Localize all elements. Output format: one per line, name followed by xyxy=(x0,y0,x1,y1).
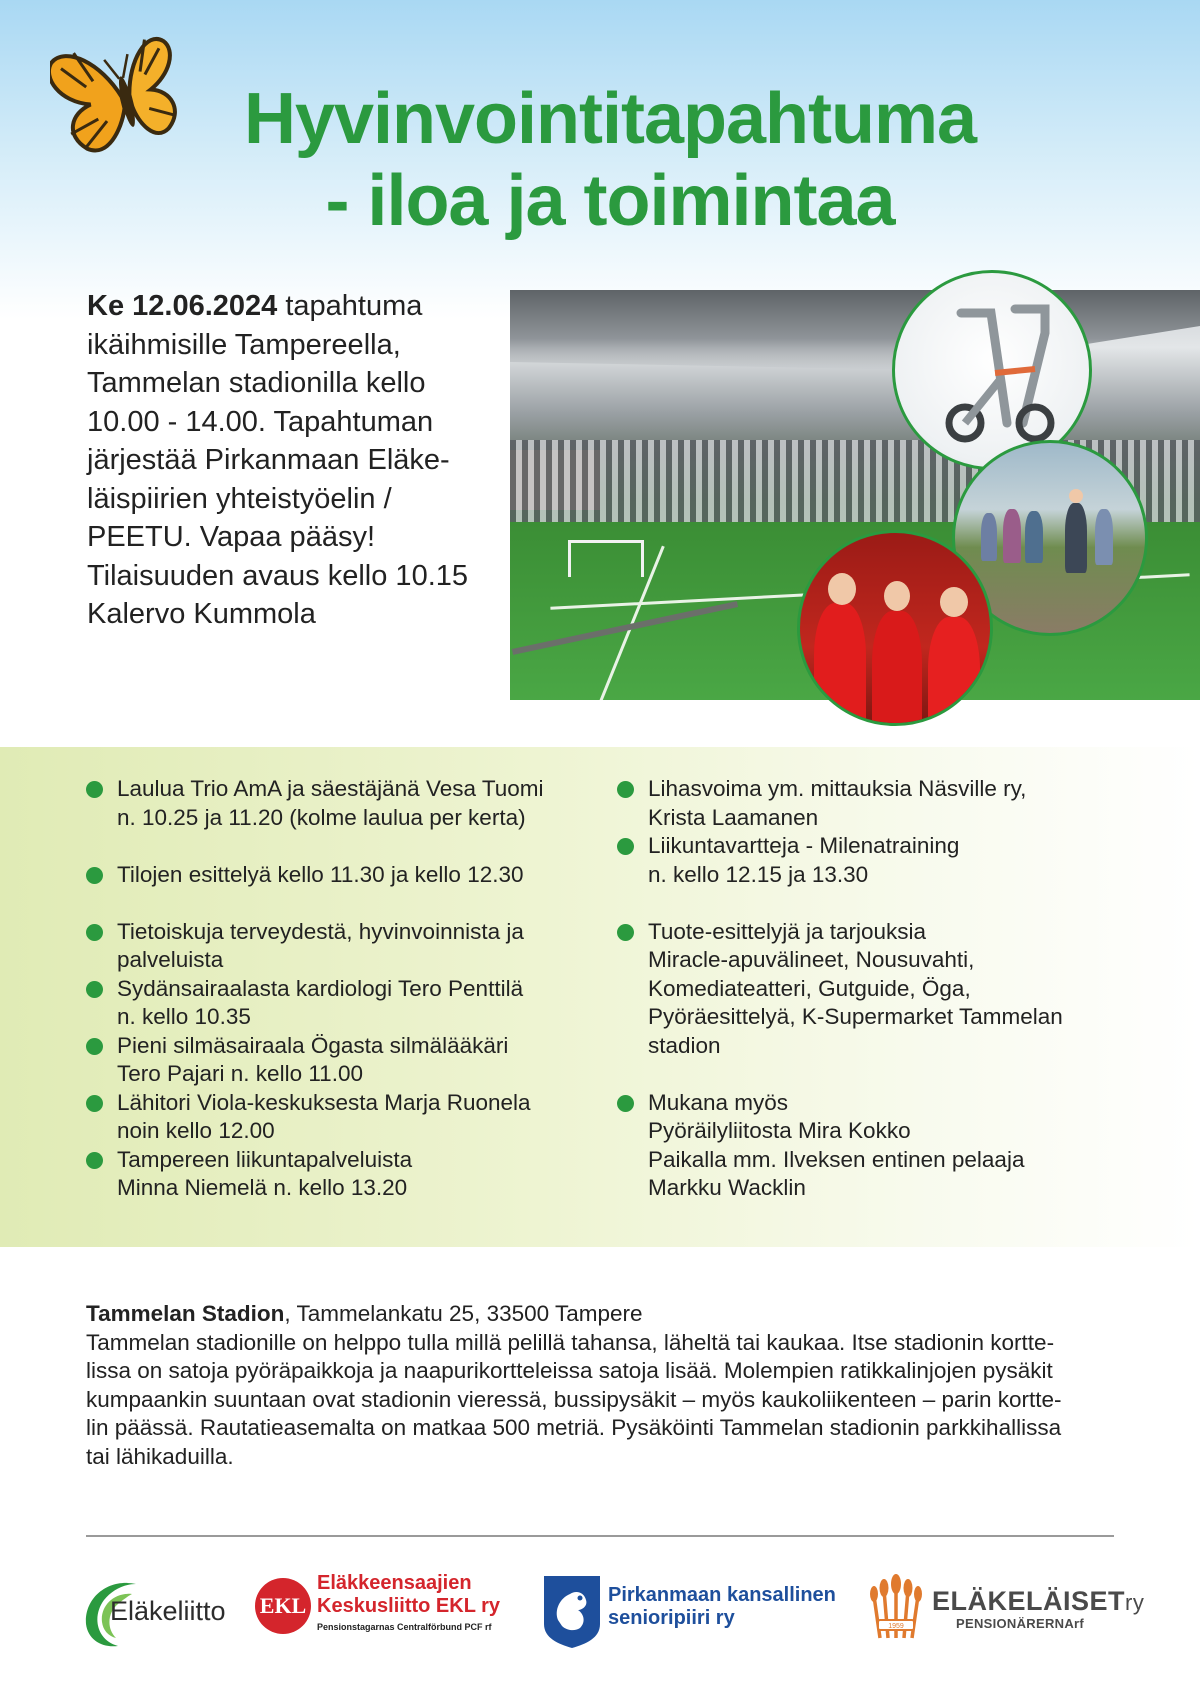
venue-text-line: lissa on satoja pyöräpaikkoja ja naapurikortteleissa satoja lisää. Molempien ratikkalinjojen pysäkit xyxy=(86,1358,1053,1383)
bullet-icon xyxy=(86,924,103,941)
program-item-line: Tietoiskuja terveydestä, hyvinvoinnista ja xyxy=(117,918,524,944)
program-item-line: Lähitori Viola-keskuksesta Marja Ruonela xyxy=(117,1089,531,1115)
person xyxy=(1065,503,1087,573)
title-line-1: Hyvinvointitapahtuma xyxy=(243,79,977,159)
program-item-line: Pyöräesittelyä, K-Supermarket Tammelan xyxy=(648,1004,1063,1029)
intro-line: Tilaisuuden avaus kello 10.15 xyxy=(87,559,469,592)
program-item xyxy=(86,975,606,1032)
title-line-2: - iloa ja toimintaa xyxy=(325,161,895,241)
intro-text xyxy=(87,287,507,634)
bullet-icon xyxy=(617,781,634,798)
bullet-icon xyxy=(86,1152,103,1169)
venue-text-line: lin päässä. Rautatieasemalta on matkaa 500 metriä. Pysäköinti Tammelan stadionin parkkihallissa xyxy=(86,1415,1062,1440)
bullet-icon xyxy=(86,781,103,798)
footer-divider xyxy=(86,1535,1114,1537)
venue-heading xyxy=(86,1300,1126,1329)
program-item-line: Lihasvoima ym. mittauksia Näsville ry, xyxy=(648,776,1027,801)
program-item-line: Miracle-apuvälineet, Nousuvahti, xyxy=(648,947,975,972)
program-item-line: stadion xyxy=(648,1032,721,1058)
elakelaiset-title: ELÄKELÄISET xyxy=(932,1586,1126,1616)
program-item-line: Pieni silmäsairaala Ögasta silmälääkäri xyxy=(117,1032,509,1058)
intro-line: ikäihmisille Tampereella, xyxy=(87,328,401,361)
football-goal xyxy=(568,540,644,577)
singer-head xyxy=(884,581,910,611)
ekl-logo xyxy=(255,1560,530,1660)
program-item-line: Komediateatteri, Gutguide, Öga, xyxy=(648,975,971,1001)
bullet-icon xyxy=(617,924,634,941)
elakelaiset-name xyxy=(932,1586,1144,1617)
program-item xyxy=(86,1146,606,1203)
bullet-icon xyxy=(86,867,103,884)
pirkanmaa-line-1: Pirkanmaan kansallinen xyxy=(608,1584,836,1606)
singer xyxy=(928,617,980,726)
program-list-left xyxy=(86,775,606,1203)
elakeliitto-logo xyxy=(78,1560,248,1660)
person xyxy=(1095,509,1113,565)
program-item-line: Paikalla mm. Ilveksen entinen pelaaja xyxy=(648,1146,1025,1172)
program-item-line: Liikuntavartteja - Milenatraining xyxy=(648,833,960,858)
program-item-line: Laulua Trio AmA ja säestäjänä Vesa Tuomi xyxy=(117,776,544,801)
elakelaiset-ry: ry xyxy=(1125,1590,1145,1615)
program-item-line: Markku Wacklin xyxy=(648,1175,806,1200)
ekl-mark: EKL xyxy=(255,1578,311,1634)
bullet-icon xyxy=(86,1038,103,1055)
ekl-line-2: Keskusliitto EKL ry xyxy=(317,1595,501,1617)
pirkanmaa-logo xyxy=(540,1560,860,1660)
program-item-line: Minna Niemelä n. kello 13.20 xyxy=(117,1175,408,1200)
person xyxy=(981,513,997,561)
ekl-name xyxy=(317,1572,537,1618)
venue-info xyxy=(86,1300,1126,1471)
person xyxy=(1025,511,1043,563)
program-item xyxy=(86,775,606,832)
person-head xyxy=(1069,489,1083,503)
program-item xyxy=(617,775,1177,832)
program-item-line: Tilojen esittelyä kello 11.30 ja kello 12.30 xyxy=(117,861,524,887)
intro-line: PEETU. Vapaa pääsy! xyxy=(87,521,376,553)
venue-name: Tammelan Stadion xyxy=(86,1301,285,1326)
program-item xyxy=(86,918,606,975)
ekl-line-1: Eläkkeensaajien xyxy=(317,1572,472,1594)
program-item-line: Krista Laamanen xyxy=(648,804,819,830)
lion-shield-icon xyxy=(540,1570,604,1650)
pirkanmaa-line-2: senioripiiri ry xyxy=(608,1607,735,1629)
wheat-sheaf-icon xyxy=(866,1568,926,1648)
intro-line: Kalervo Kummola xyxy=(87,598,316,630)
program-item xyxy=(86,1089,606,1146)
stadium-roof xyxy=(510,290,1200,370)
intro-line: tapahtuma xyxy=(277,290,423,322)
program-item xyxy=(617,918,1177,1061)
program-list-right xyxy=(617,775,1177,1203)
intro-line: Tammelan stadionilla kello xyxy=(87,367,426,399)
program-item-line: n. kello 12.15 ja 13.30 xyxy=(648,861,869,887)
program-item xyxy=(617,832,1177,889)
program-item-line: Tuote-esittelyjä ja tarjouksia xyxy=(648,918,927,944)
program-item-line: Tero Pajari n. kello 11.00 xyxy=(117,1061,363,1086)
elakelaiset-year: 1959 xyxy=(888,1623,904,1630)
venue-text-line: kumpaankin suuntaan ovat stadionin vieressä, bussipysäkit – myös kaukoliikenteen – parin kortte- xyxy=(86,1386,1062,1412)
singers-photo xyxy=(797,530,993,726)
program-item-line: Sydänsairaalasta kardiologi Tero Penttilä xyxy=(117,975,524,1001)
intro-line: järjestää Pirkanmaan Eläke- xyxy=(87,444,450,476)
venue-text-line: Tammelan stadionille on helppo tulla millä pelillä tahansa, läheltä tai kaukaa. Itse stadionin kortte- xyxy=(86,1329,1055,1355)
program-item-line: palveluista xyxy=(117,947,224,972)
singer-head xyxy=(940,587,968,617)
intro-line: 10.00 - 14.00. Tapahtuman xyxy=(87,405,434,438)
ekl-subtitle: Pensionstagarnas Centralförbund PCF rf xyxy=(317,1622,492,1632)
program-item-line: Pyöräilyliitosta Mira Kokko xyxy=(648,1118,911,1143)
elakelaiset-swedish: PENSIONÄRERNA xyxy=(956,1616,1075,1631)
singer-head xyxy=(828,573,856,605)
bullet-icon xyxy=(617,838,634,855)
intro-line: läispiirien yhteistyöelin / xyxy=(87,482,392,515)
singer xyxy=(872,611,922,726)
elakelaiset-rf: rf xyxy=(1074,1616,1085,1631)
program-item xyxy=(86,1032,606,1089)
program-item xyxy=(86,861,606,890)
event-date: Ke 12.06.2024 xyxy=(87,290,278,322)
bullet-icon xyxy=(86,1095,103,1112)
program-item-line: noin kello 12.00 xyxy=(117,1118,275,1143)
singer xyxy=(814,603,866,726)
program-item-line: Mukana myös xyxy=(648,1089,789,1115)
program-item xyxy=(617,1089,1177,1203)
program-item-line: n. 10.25 ja 11.20 (kolme laulua per kerta) xyxy=(117,804,526,830)
person xyxy=(1003,509,1021,563)
pirkanmaa-name xyxy=(608,1584,868,1630)
page-title xyxy=(160,78,1060,242)
venue-text-line: tai lähikaduilla. xyxy=(86,1443,234,1469)
elakeliitto-name: Eläkeliitto xyxy=(110,1596,226,1626)
elakelaiset-subtitle xyxy=(956,1616,1084,1631)
program-item-line: Tampereen liikuntapalveluista xyxy=(117,1146,413,1172)
venue-address: , Tammelankatu 25, 33500 Tampere xyxy=(284,1301,643,1326)
program-item-line: n. kello 10.35 xyxy=(117,1004,251,1029)
bullet-icon xyxy=(617,1095,634,1112)
elakelaiset-logo xyxy=(866,1560,1145,1660)
bullet-icon xyxy=(86,981,103,998)
